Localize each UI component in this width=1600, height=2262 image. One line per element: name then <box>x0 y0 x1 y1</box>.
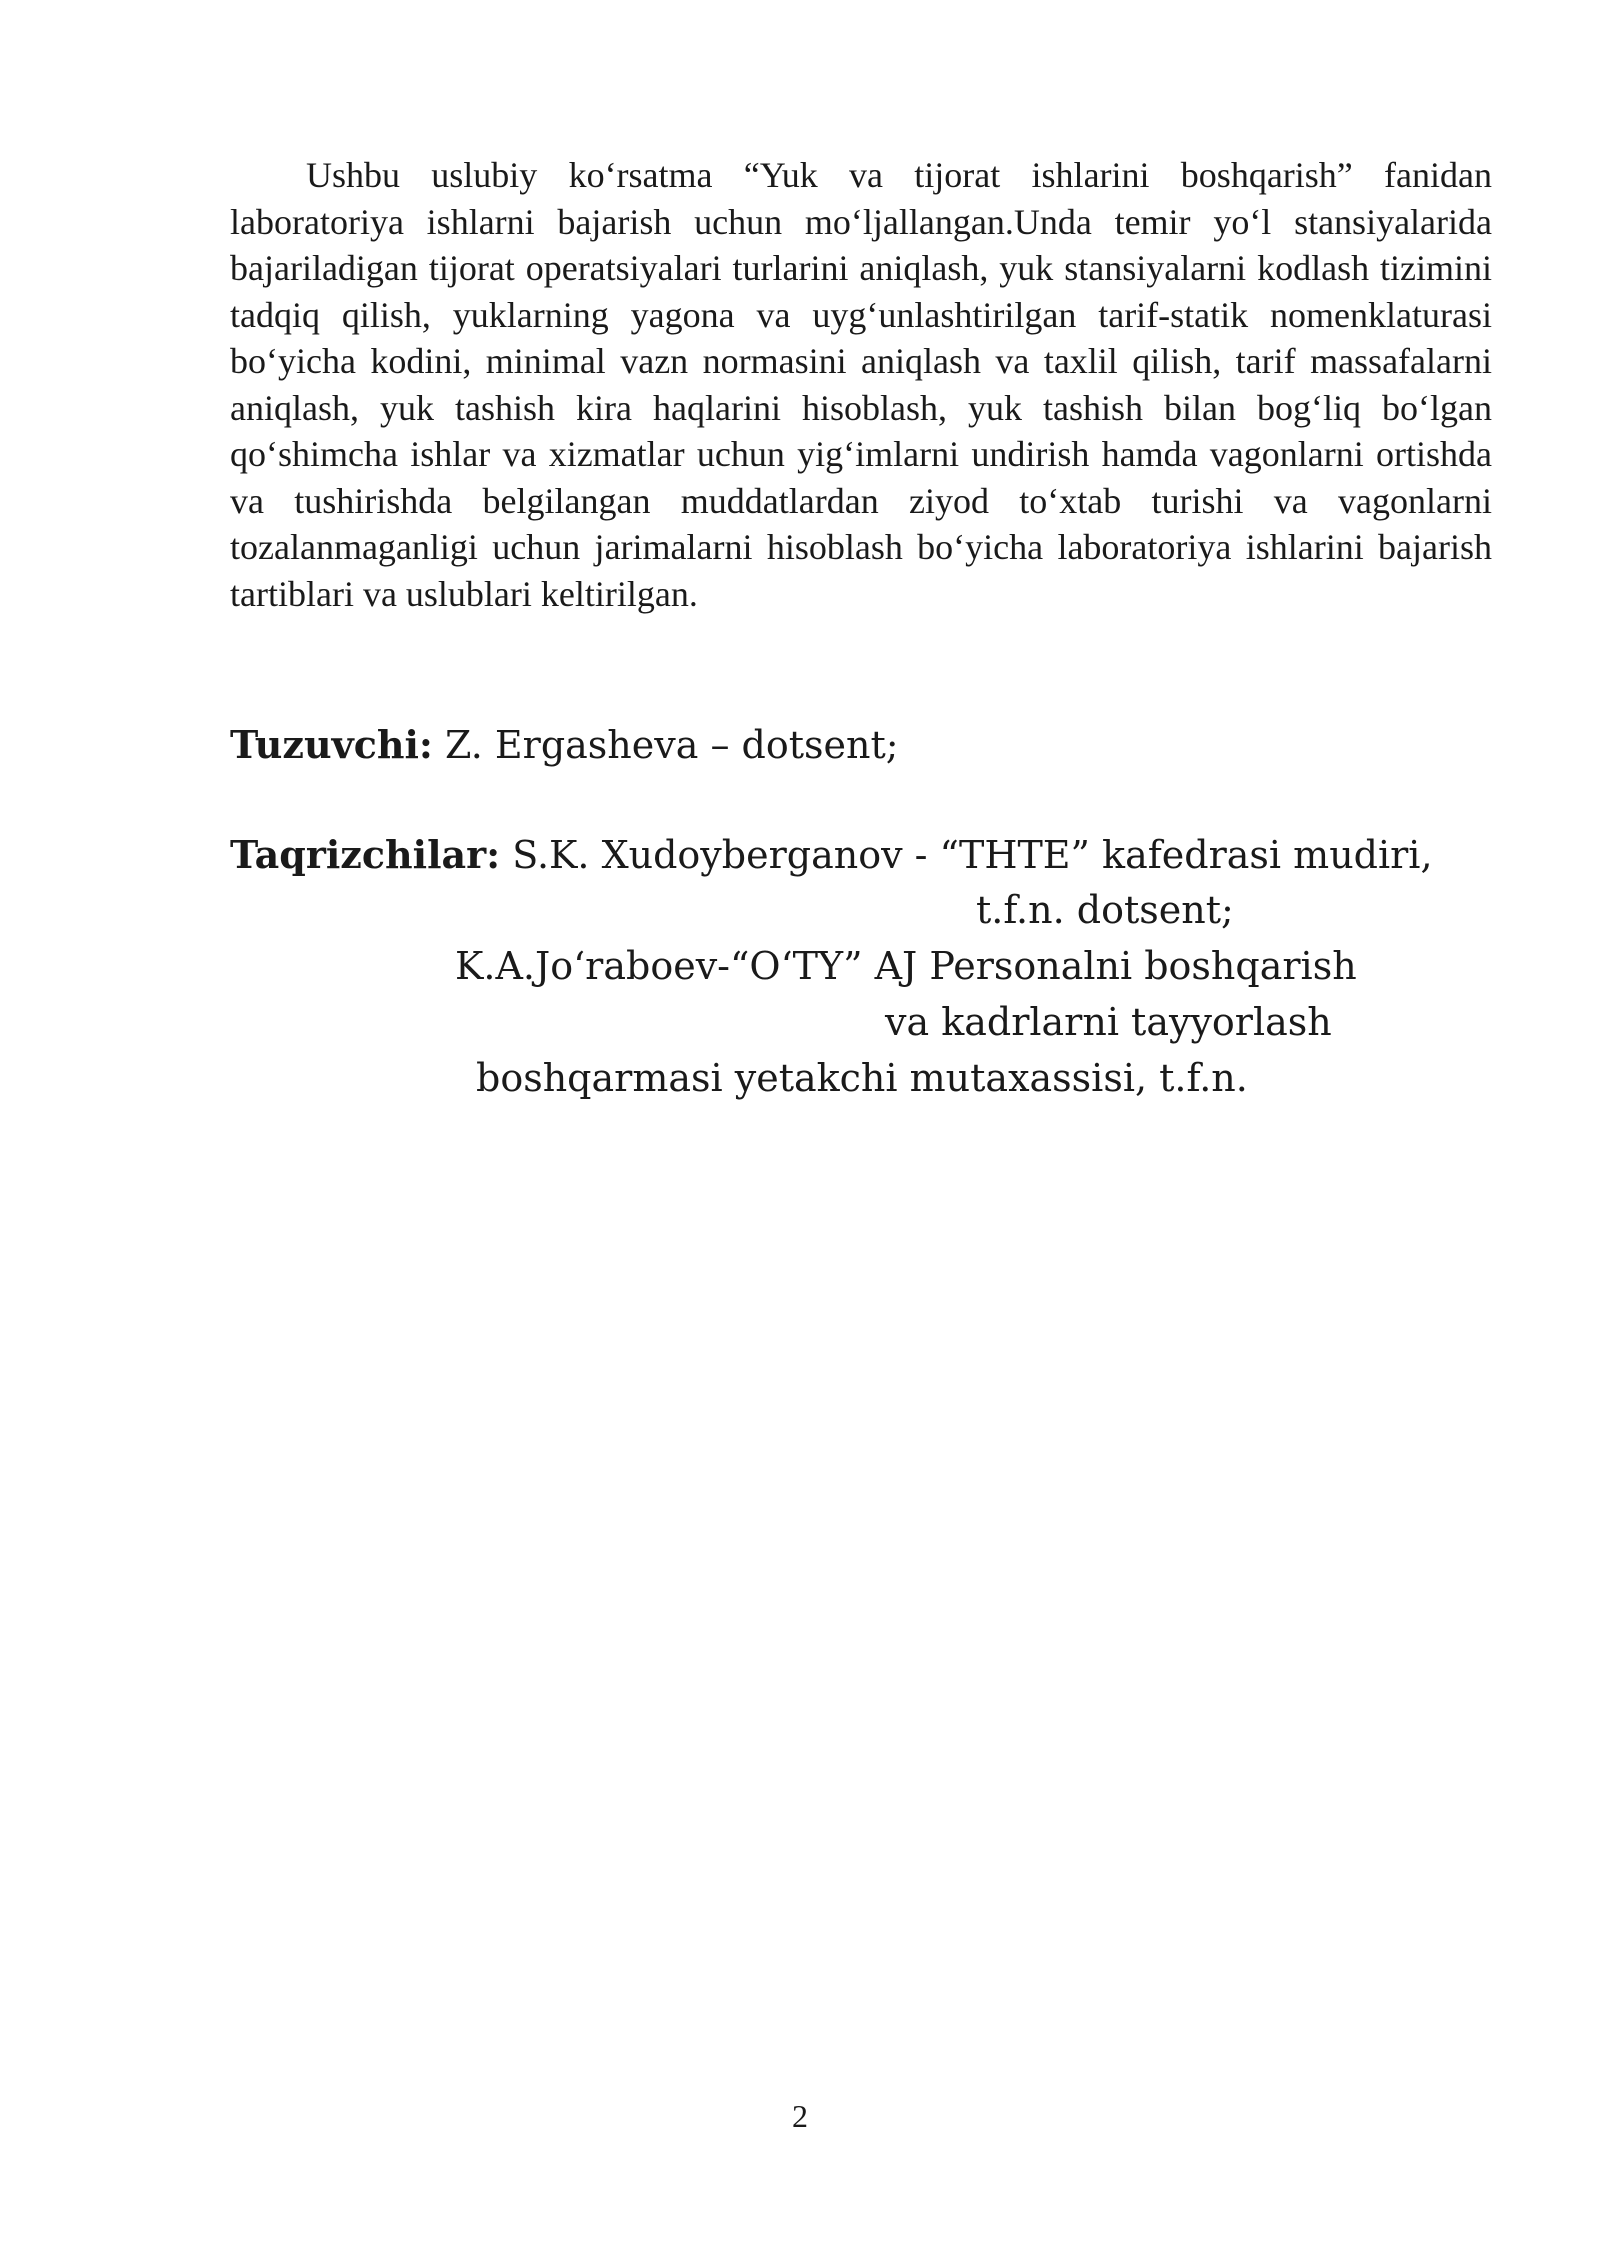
compiler-name: Z. Ergasheva – dotsent; <box>432 723 899 767</box>
page-number: 2 <box>792 2098 808 2134</box>
reviewers-line-3: K.A.Jo‘raboev-“O‘TY” AJ Personalni boshqarish <box>455 944 1357 988</box>
reviewers-label: Taqrizchilar: <box>230 832 501 877</box>
reviewers-line-5: boshqarmasi yetakchi mutaxassisi, t.f.n. <box>476 1056 1248 1100</box>
abstract-paragraph: Ushbu uslubiy ko‘rsatma “Yuk va tijorat ishlarini boshqarish” fanidan laboratoriya ishlarni bajarish uchun mo‘ljallangan.Unda temir yo‘l stansiyalarida bajariladigan tijorat operatsiyalari turlarini aniqlash, yuk stansiyalarni kodlash tizimini tadqiq qilish, yuklarning yagona va uyg‘unlashtirilgan tarif-statik nomenklaturasi bo‘yicha kodini, minimal vazn normasini aniqlash va taxlil qilish, tarif massafalarni aniqlash, yuk tashish kira haqlarini hisoblash, yuk tashish bilan bog‘liq bo‘lgan qo‘shimcha ishlar va xizmatlar uchun yig‘imlarni undirish hamda vagonlarni ortishda va tushirishda belgilangan muddatlardan ziyod to‘xtab turishi va vagonlarni tozalanmaganligi uchun jarimalarni hisoblash bo‘yicha laboratoriya ishlarini bajarish tartiblari va uslublari keltirilgan. <box>230 155 1492 614</box>
compiler-label: Tuzuvchi: <box>230 722 433 767</box>
reviewers-line-1 <box>230 832 1433 877</box>
compiler-line <box>230 722 899 767</box>
reviewers-line-2: t.f.n. dotsent; <box>976 888 1234 932</box>
reviewers-line-4: va kadrlarni tayyorlash <box>885 1000 1332 1044</box>
reviewer-1-name: S.K. Xudoyberganov - “THTE” kafedrasi mudiri, <box>500 833 1433 877</box>
